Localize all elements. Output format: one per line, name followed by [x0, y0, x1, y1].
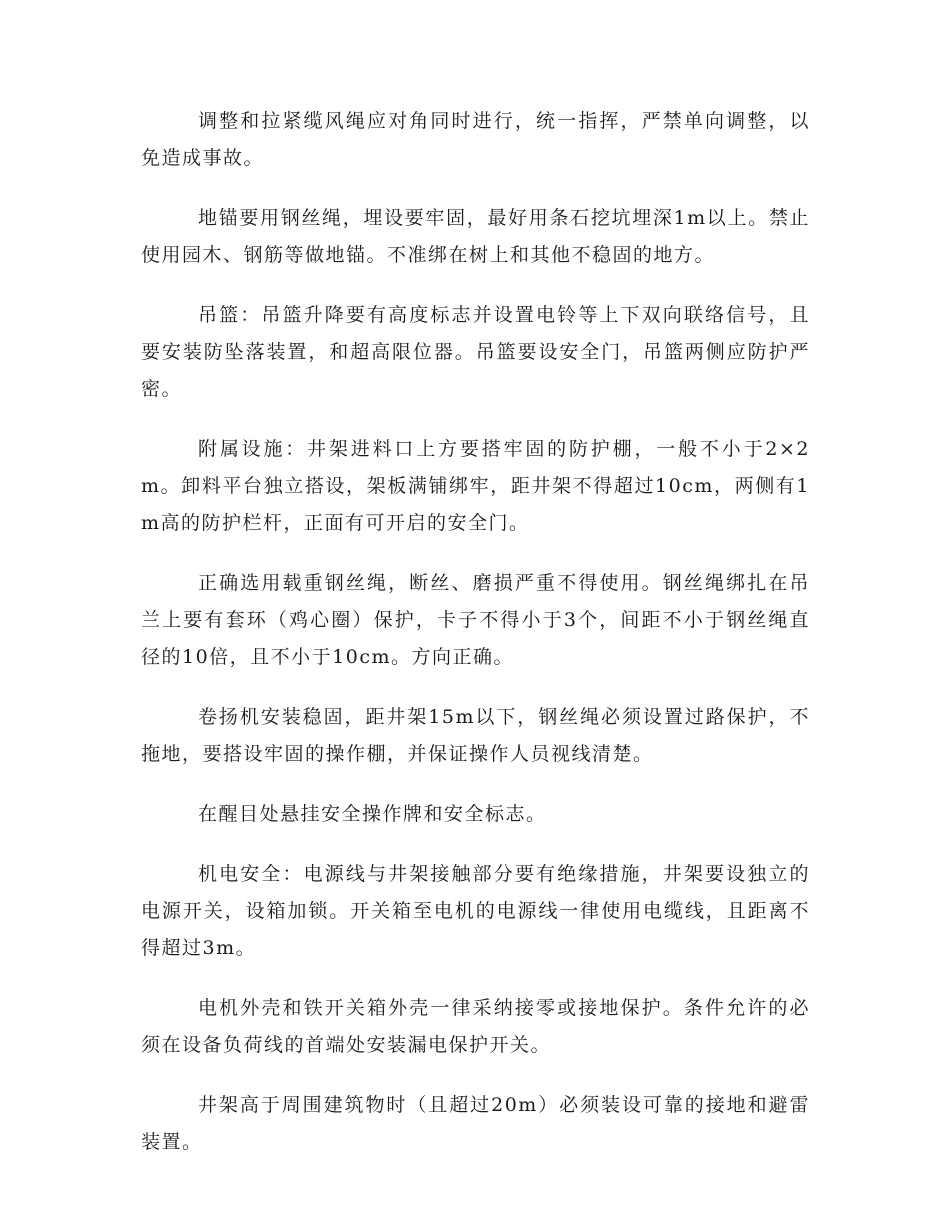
paragraph-guy-rope-adjustment: 调整和拉紧缆风绳应对角同时进行，统一指挥，严禁单向调整，以免造成事故。 [141, 110, 810, 169]
paragraph-electrical-safety: 机电安全：电源线与井架接触部分要有绝缘措施，井架要设独立的电源开关，设箱加锁。开关箱至电机的电源线一律使用电缆线，且距离不得超过3m。 [141, 863, 810, 959]
paragraph-hanging-basket: 吊篮：吊篮升降要有高度标志并设置电铃等上下双向联络信号，且要安装防坠落装置，和超高限位器。吊篮要设安全门，吊篮两侧应防护严密。 [141, 304, 810, 400]
paragraph-ground-anchor: 地锚要用钢丝绳，埋设要牢固，最好用条石挖坑埋深1m以上。禁止使用园木、钢筋等做地锚。不准绑在树上和其他不稳固的地方。 [141, 207, 810, 266]
paragraph-lightning-protection: 井架高于周围建筑物时（且超过20m）必须装设可靠的接地和避雷装置。 [141, 1094, 810, 1153]
paragraph-grounding: 电机外壳和铁开关箱外壳一律采纳接零或接地保护。条件允许的必须在设备负荷线的首端处安装漏电保护开关。 [141, 997, 810, 1056]
paragraph-wire-rope: 正确选用载重钢丝绳，断丝、磨损严重不得使用。钢丝绳绑扎在吊兰上要有套环（鸡心圈）保护，卡子不得小于3个，间距不小于钢丝绳直径的10倍，且不小于10cm。方向正确。 [141, 572, 810, 668]
paragraph-auxiliary-facilities: 附属设施：井架进料口上方要搭牢固的防护棚，一般不小于2×2m。卸料平台独立搭设，架板满铺绑牢，距井架不得超过10cm，两侧有1m高的防护栏杆，正面有可开启的安全门。 [141, 438, 810, 534]
paragraph-signage: 在醒目处悬挂安全操作牌和安全标志。 [198, 803, 547, 825]
paragraph-winch: 卷扬机安装稳固，距井架15m以下，钢丝绳必须设置过路保护，不拖地，要搭设牢固的操作棚，并保证操作人员视线清楚。 [141, 706, 810, 765]
